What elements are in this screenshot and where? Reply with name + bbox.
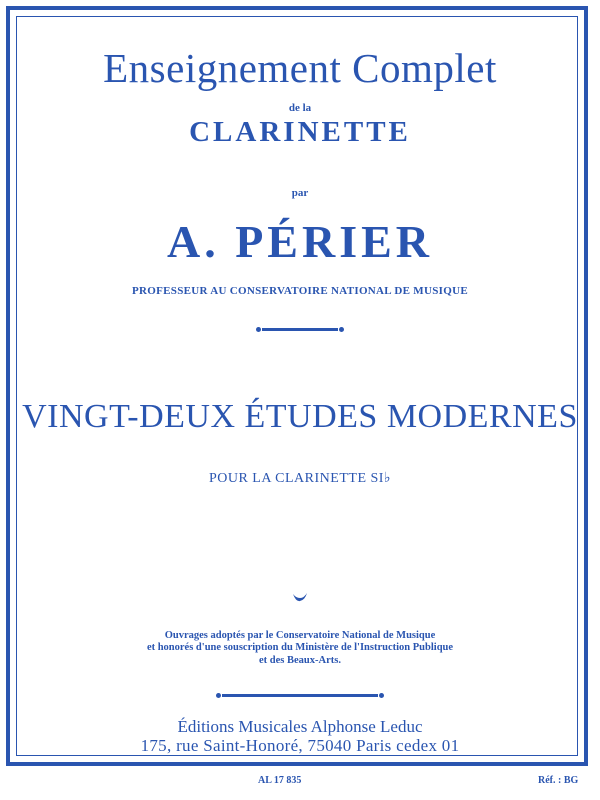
reference-code: Réf. : BG [538, 775, 579, 786]
publisher-name: Éditions Musicales Alphonse Leduc [177, 717, 423, 736]
fleuron-ornament-icon [290, 590, 310, 604]
series-title: Enseignement Complet [103, 45, 497, 91]
instrument-title: CLARINETTE [189, 116, 411, 148]
publisher-address: 175, rue Saint-Honoré, 75040 Paris cedex 01 [140, 736, 460, 755]
ornamental-rule-top [262, 328, 338, 331]
work-title: VINGT-DEUX ÉTUDES MODERNES [22, 398, 578, 435]
note-line: Ouvrages adoptés par le Conservatoire National de Musique [164, 630, 436, 641]
ornamental-rule-bottom [222, 694, 378, 697]
par-text: par [291, 187, 309, 199]
note-line: et honorés d'une souscription du Ministère de l'Instruction Publique [146, 642, 454, 653]
work-subtitle: POUR LA CLARINETTE SI♭ [208, 471, 392, 486]
catalog-number: AL 17 835 [258, 775, 302, 786]
author-role: PROFESSEUR AU CONSERVATOIRE NATIONAL DE MUSIQUE [132, 285, 468, 297]
de-la-text: de la [288, 102, 312, 114]
author-name: A. PÉRIER [166, 216, 434, 267]
note-line: et des Beaux-Arts. [259, 655, 341, 666]
